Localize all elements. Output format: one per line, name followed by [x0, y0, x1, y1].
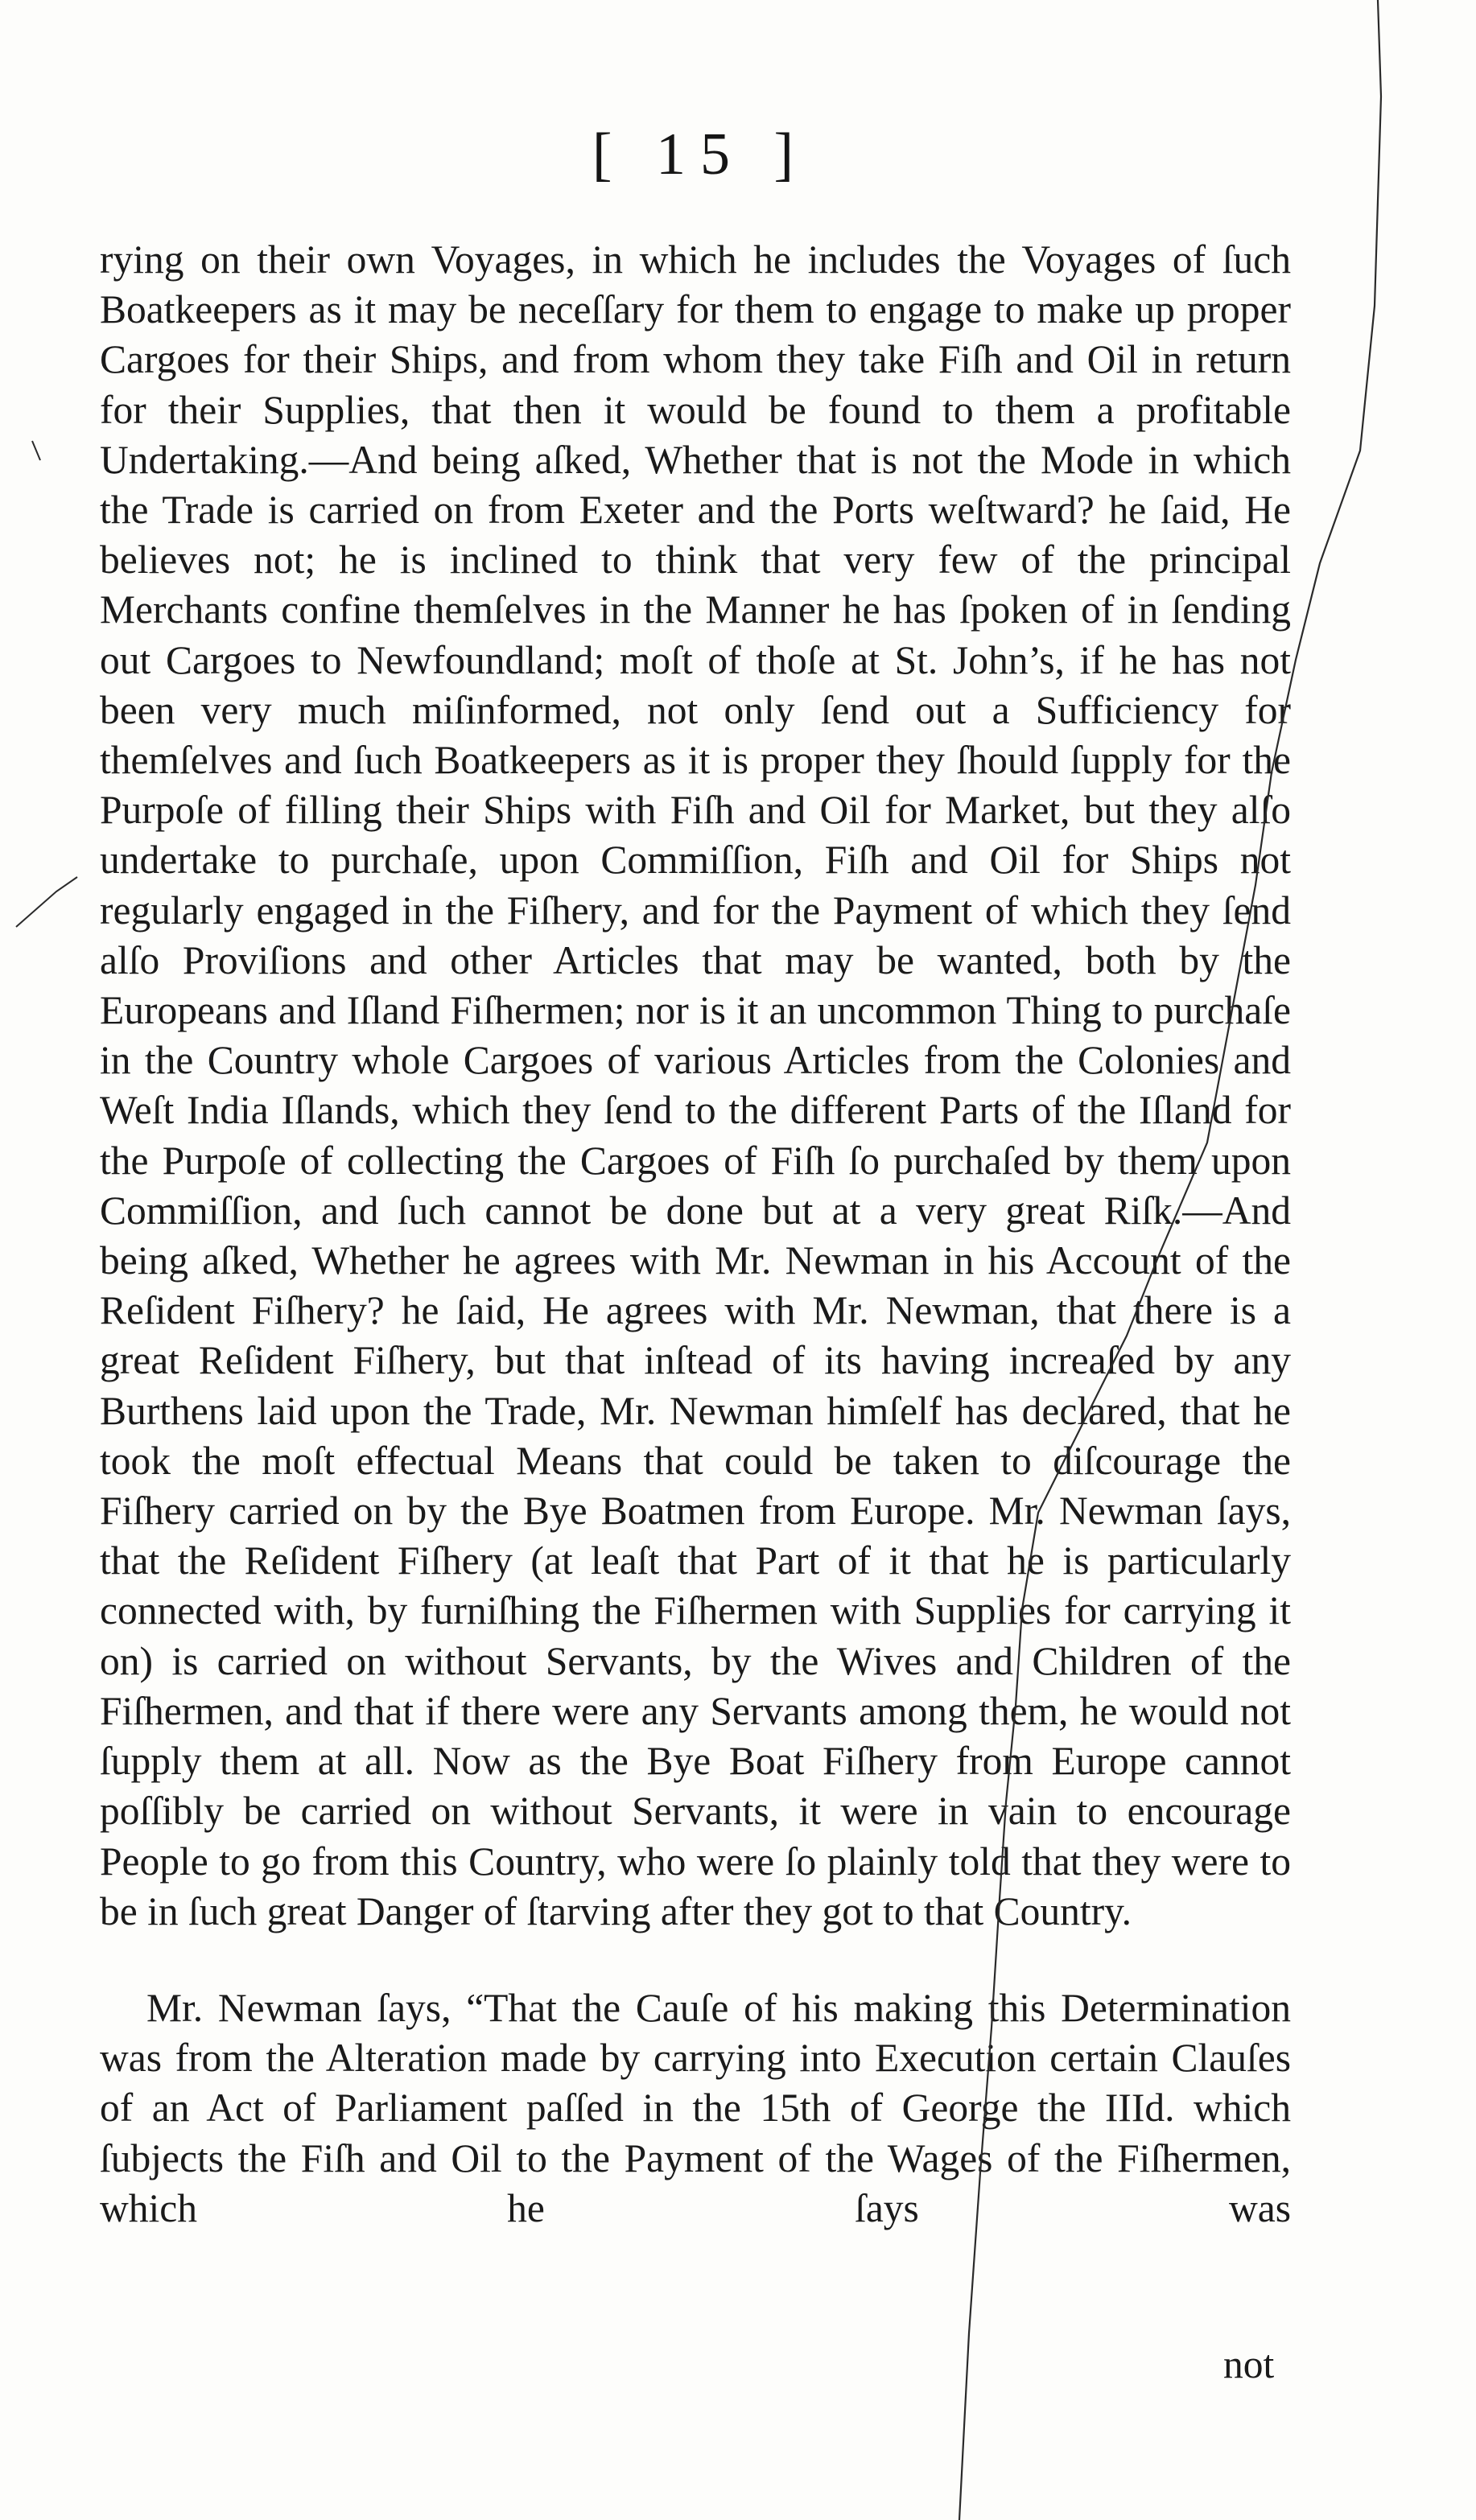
paragraph-1: rying on their own Voyages, in which he includes the Voyages of ſuch Boatkeepers as it may be neceſſary for them to engage to make up proper Cargoes for their Ships, and from whom they take Fiſh and Oil in return for their Supplies, that then it would be found to them a profitable Undertaking.—And being aſked, Whether that is not the Mode in which the Trade is carried on from Exeter and the Ports weſtward? he ſaid, He believes not; he is inclined to think that very few of the principal Merchants confine themſelves in the Manner he has ſpoken of in ſending out Cargoes to Newfoundland; moſt of thoſe at St. John’s, if he has not been very much miſinformed, not only ſend out a Sufficiency for themſelves and ſuch Boatkeepers as it is proper they ſhould ſupply for the Purpoſe of filling their Ships with Fiſh and Oil for Market, but they alſo undertake to purchaſe, upon Commiſſion, Fiſh and Oil for Ships not regularly engaged in the Fiſhery, and for the Payment of which they ſend alſo Proviſions and other Articles that may be wanted, both by the Europeans and Iſland Fiſhermen; nor is it an uncommon Thing to purchaſe in the Country whole Cargoes of various Articles from the Colonies and Weſt India Iſlands, which they ſend to the different Parts of the Iſland for the Purpoſe of collecting the Cargoes of Fiſh ſo purchaſed by them upon Commiſſion, and ſuch cannot be done but at a very great Riſk.—And being aſked, Whether he agrees with Mr. Newman in his Account of the Reſident Fiſhery? he ſaid, He agrees with Mr. Newman, that there is a great Reſident Fiſhery, but that inſtead of its having increaſed by any Burthens laid upon the Trade, Mr. Newman himſelf has declared, that he took the moſt effectual Means that could be taken to diſcourage the Fiſhery carried on by the Bye Boatmen from Europe. Mr. Newman ſays, that the Reſident Fiſhery (at leaſt that Part of it that he is particularly connected with, by furniſhing the Fiſhermen with Supplies for carrying it on) is carried on without Servants, by the Wives and Children of the Fiſhermen, and that if there were any Servants among them, he would not ſupply them at all. Now as the Bye Boat Fiſhery from Europe cannot poſſibly be carried on without Servants, it were in vain to encourage People to go from this Country, who were ſo plainly told that they were to be in ſuch great Danger of ſtarving after they got to that Country. [100, 237, 1291, 1933]
body-text [100, 235, 1291, 2234]
margin-tick [32, 441, 40, 460]
margin-flourish [16, 877, 77, 927]
catchword: not [1223, 2342, 1275, 2386]
paragraph-2: Mr. Newman ſays, “That the Cauſe of his making this Determination was from the Alteration made by carrying into Execution certain Clauſes of an Act of Parliament paſſed in the 15th of George the IIId. which ſubjects the Fiſh and Oil to the Payment of the Wages of the Fiſhermen, which he ſays was [100, 1985, 1291, 2230]
page-number: [ 15 ] [592, 121, 809, 187]
